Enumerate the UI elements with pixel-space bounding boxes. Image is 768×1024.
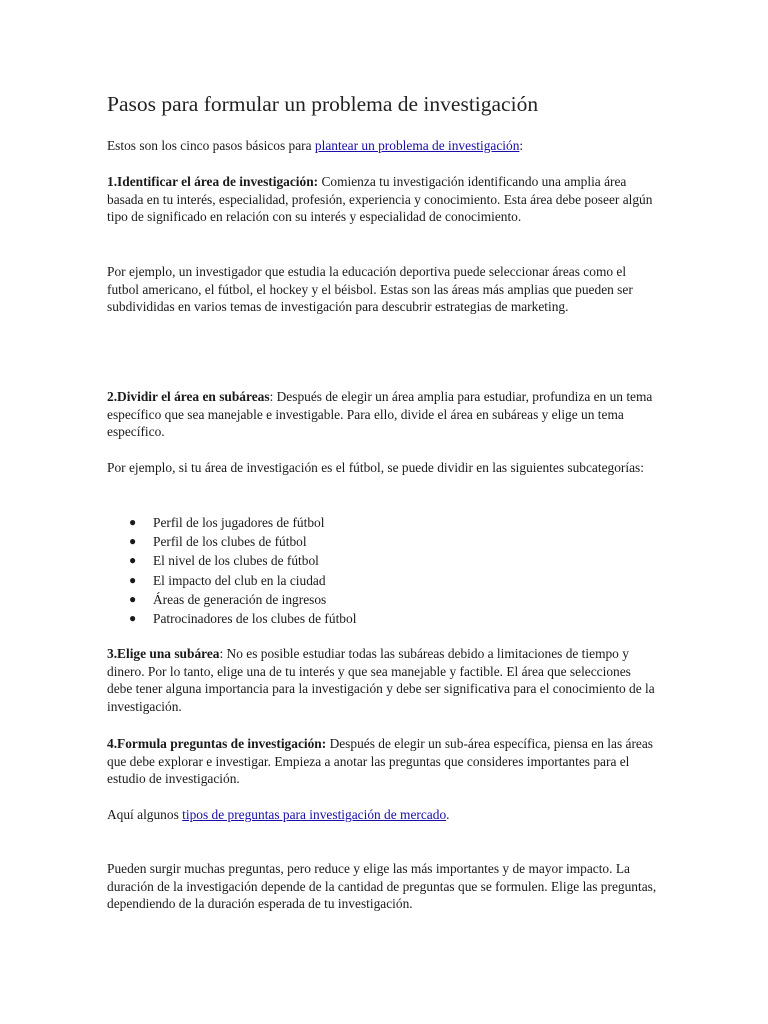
example1-paragraph: Por ejemplo, un investigador que estudia la educación deportiva puede seleccionar áreas como el futbol americano, el fútbol, el hockey y el béisbol. Estas son las áreas más amplias que pueden ser subdivididas en varios temas de investigación para descubrir estrategias de marketing. bbox=[107, 264, 633, 315]
list-item-text: Patrocinadores de los clubes de fútbol bbox=[153, 611, 357, 627]
step1-text: Comienza tu investigación identificando una amplia área basada en tu interés, especialidad, profesión, experiencia y conocimiento. Esta área debe poseer algún tipo de significado en relación con su interés y especialidad de conocimiento. bbox=[107, 174, 653, 225]
bullet-icon: ● bbox=[129, 534, 137, 549]
final-paragraph: Pueden surgir muchas preguntas, pero reduce y elige las más importantes y de mayor impacto. La duración de la investigación depende de la cantidad de preguntas que se formulen. Elige las preguntas, dependiendo de la duración esperada de tu investigación. bbox=[107, 861, 657, 912]
step4-paragraph bbox=[107, 735, 659, 788]
bullet-icon: ● bbox=[129, 591, 137, 606]
step3-text: : No es posible estudiar todas las subáreas debido a limitaciones de tiempo y dinero. Por lo tanto, elige una de tu interés y que sea manejable y factible. El área que selecciones debe tener alguna importancia para la investigación y debe ser significativa para el conocimiento de la investigación. bbox=[107, 646, 655, 714]
list-item-text: Perfil de los clubes de fútbol bbox=[153, 534, 307, 550]
subcategory-list bbox=[107, 513, 647, 628]
list-item bbox=[107, 532, 647, 551]
step4-text: Después de elegir un sub-área específica, piensa en las áreas que debe explorar e investigar. Empieza a anotar las preguntas que consideres importantes para el estudio de investigación. bbox=[107, 736, 654, 787]
example2-paragraph: Por ejemplo, si tu área de investigación es el fútbol, se puede dividir en las siguientes subcategorías: bbox=[107, 460, 644, 475]
tipos-preguntas-link[interactable]: tipos de preguntas para investigación de mercado bbox=[182, 807, 447, 822]
aqui-text: Aquí algunos bbox=[107, 807, 183, 822]
bullet-icon: ● bbox=[129, 611, 137, 626]
aqui-paragraph bbox=[107, 806, 659, 824]
step1-heading: 1.Identificar el área de investigación: bbox=[107, 174, 319, 189]
list-item-text: Áreas de generación de ingresos bbox=[153, 591, 327, 607]
step3-heading: 3.Elige una subárea bbox=[107, 646, 220, 661]
intro-end: : bbox=[519, 138, 524, 153]
list-item bbox=[107, 609, 647, 628]
list-item bbox=[107, 590, 647, 609]
list-item-text: El nivel de los clubes de fútbol bbox=[153, 553, 319, 569]
list-item-text: El impacto del club en la ciudad bbox=[153, 572, 326, 588]
bullet-icon: ● bbox=[129, 553, 137, 568]
list-item bbox=[107, 571, 647, 590]
bullet-icon: ● bbox=[129, 515, 137, 529]
step2-heading: 2.Dividir el área en subáreas bbox=[107, 389, 270, 404]
intro-text: Estos son los cinco pasos básicos para bbox=[107, 138, 315, 153]
intro-paragraph bbox=[107, 137, 659, 155]
list-item bbox=[107, 513, 647, 532]
step4-heading: 4.Formula preguntas de investigación: bbox=[107, 736, 327, 751]
plantear-problema-link[interactable]: plantear un problema de investigación bbox=[314, 138, 520, 153]
step2-paragraph bbox=[107, 388, 659, 441]
list-item-text: Perfil de los jugadores de fútbol bbox=[153, 515, 325, 530]
aqui-end: . bbox=[446, 807, 450, 822]
step1-paragraph bbox=[107, 173, 659, 226]
step3-paragraph bbox=[107, 645, 659, 715]
page-title: Pasos para formular un problema de investigación bbox=[107, 92, 539, 116]
list-item bbox=[107, 551, 647, 570]
step2-text: : Después de elegir un área amplia para estudiar, profundiza en un tema específico que sea manejable e investigable. Para ello, divide el área en subáreas y elige un tema específico. bbox=[107, 389, 653, 440]
bullet-icon: ● bbox=[129, 572, 137, 587]
